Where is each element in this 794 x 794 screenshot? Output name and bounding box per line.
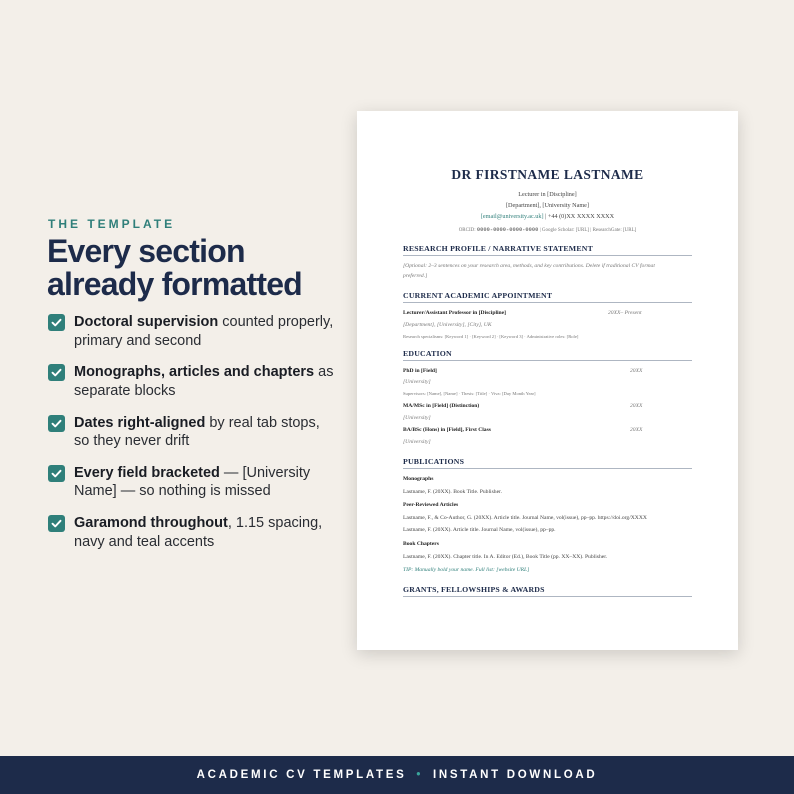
publications-tip: TIP: Manually bold your name. Full list: [website URL]	[403, 567, 530, 573]
feature-item	[48, 514, 338, 551]
headline-line-2: already formatted	[47, 266, 302, 302]
banner-separator: •	[416, 769, 424, 781]
footer-banner	[0, 756, 794, 794]
feature-bold: Every field bracketed	[74, 464, 220, 481]
education-phd-date: 20XX	[630, 368, 643, 374]
cv-preview-page	[357, 111, 738, 650]
checkmark-icon	[48, 465, 65, 482]
education-ba-date: 20XX	[630, 427, 643, 433]
feature-item	[48, 313, 338, 350]
feature-bold: Doctoral supervision	[74, 314, 219, 330]
cv-email: [email@university.ac.uk]	[480, 213, 544, 220]
cv-phone: | +44 (0)XX XXXX XXXX	[543, 213, 615, 220]
publication-item: Lastname, F. (20XX). Book Title. Publisher.	[403, 489, 502, 495]
research-text: [Optional: 2–3 sentences on your research area, methods, and key contributions. Delete if traditional CV format	[403, 263, 655, 269]
feature-text: by real tab stops, so they never drift	[74, 414, 320, 450]
publications-articles-heading: Peer-Reviewed Articles	[403, 502, 459, 508]
education-ba-university: [University]	[403, 439, 431, 445]
checkmark-icon	[48, 515, 65, 532]
feature-text: , 1.15 spacing, navy and teal accents	[74, 515, 323, 550]
research-text-cont: preferred.]	[403, 273, 428, 279]
feature-text: as separate blocks	[74, 364, 334, 399]
publication-item: Lastname, F. (20XX). Article title. Journal Name, vol(issue), pp–pp.	[403, 527, 556, 533]
eyebrow-label: THE TEMPLATE	[48, 217, 176, 231]
section-heading-research: RESEARCH PROFILE / NARRATIVE STATEMENT	[403, 244, 692, 256]
feature-item	[48, 414, 338, 451]
cv-name: DR FIRSTNAME LASTNAME	[451, 167, 644, 182]
cv-orcid-line	[357, 227, 738, 233]
cv-profile-links: | Google Scholar: [URL] | ResearchGate: [URL]	[538, 228, 637, 233]
feature-list	[48, 313, 338, 564]
feature-bold: Monographs, articles and chapters	[74, 364, 315, 381]
appointment-date: 20XX– Present	[608, 310, 642, 316]
section-heading-grants: GRANTS, FELLOWSHIPS & AWARDS	[403, 585, 692, 597]
education-ba-title: BA/BSc (Hons) in [Field], First Class	[403, 427, 491, 433]
cv-role: Lecturer in [Discipline]	[518, 191, 577, 198]
checkmark-icon	[48, 415, 65, 432]
education-phd-title: PhD in [Field]	[403, 368, 437, 374]
education-ma-university: [University]	[403, 415, 431, 421]
section-heading-publications: PUBLICATIONS	[403, 457, 692, 469]
feature-item	[48, 464, 338, 501]
checkmark-icon	[48, 364, 65, 381]
feature-text: — [University Name] — so nothing is missed	[74, 464, 311, 500]
headline-line-1: Every section	[47, 233, 245, 269]
feature-text: counted properly, primary and second	[74, 314, 334, 349]
appointment-department: [Department], [University], [City], UK	[403, 322, 492, 328]
education-ma-title: MA/MSc in [Field] (Distinction)	[403, 403, 480, 409]
publication-item: Lastname, F. (20XX). Chapter title. In A. Editor (Ed.), Book Title (pp. XX–XX). Publisher.	[403, 554, 608, 560]
feature-item	[48, 363, 338, 400]
education-phd-details: Supervisors: [Name], [Name] · Thesis: [Title] · Viva: [Day Month Year]	[403, 391, 536, 396]
appointment-specialisms: Research specialisms: [Keyword 1] · [Keyword 2] · [Keyword 3] · Administrative roles: [Role]	[403, 334, 579, 339]
headline	[47, 235, 302, 301]
publications-chapters-heading: Book Chapters	[403, 541, 439, 547]
cv-contact	[357, 213, 738, 220]
banner-left-text: ACADEMIC CV TEMPLATES	[196, 769, 407, 781]
publications-monographs-heading: Monographs	[403, 476, 434, 482]
education-phd-university: [University]	[403, 379, 431, 385]
cv-orcid-value: 0000-0000-0000-0000	[476, 227, 539, 233]
feature-bold: Dates right-aligned	[74, 414, 206, 431]
publication-item: Lastname, F., & Co-Author, G. (20XX). Article title. Journal Name, vol(issue), pp–pp. https://doi.org/XXXX	[403, 515, 647, 521]
cv-department: [Department], [University Name]	[506, 202, 589, 209]
banner-right-text: INSTANT DOWNLOAD	[433, 769, 598, 781]
cv-orcid-label: ORCID:	[458, 228, 477, 233]
section-heading-education: EDUCATION	[403, 349, 692, 361]
education-ma-date: 20XX	[630, 403, 643, 409]
section-heading-appointment: CURRENT ACADEMIC APPOINTMENT	[403, 291, 692, 303]
appointment-title: Lecturer/Assistant Professor in [Discipline]	[403, 310, 507, 316]
checkmark-icon	[48, 314, 65, 331]
feature-bold: Garamond throughout	[74, 515, 228, 532]
